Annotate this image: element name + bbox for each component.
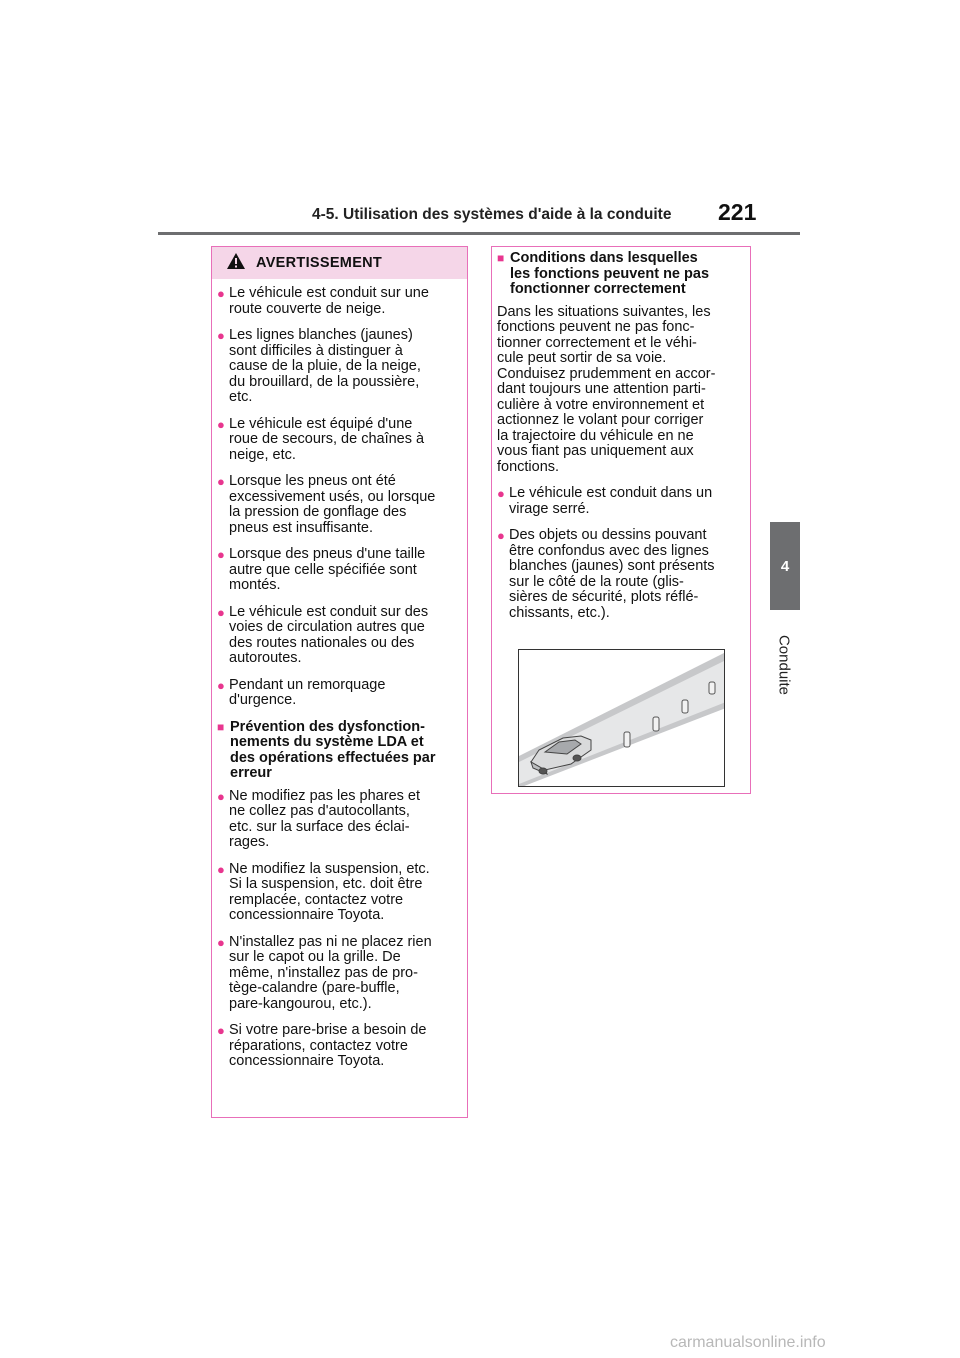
square-bullet-icon: ■ — [497, 251, 505, 265]
warning-title: AVERTISSEMENT — [256, 255, 383, 271]
car-on-road-with-posts-icon — [519, 650, 725, 787]
header-divider — [158, 232, 800, 235]
bullet-icon: ● — [217, 547, 225, 562]
road-illustration — [518, 649, 725, 787]
bullet-icon: ● — [217, 286, 225, 301]
intro-paragraph: Dans les situations suivantes, les fonctions peuvent ne pas fonc- tionner correctement et le véhi- cule peut sortir de sa voie. Conduisez prudemment en accor- dant toujours une attention parti- culière à votre environnement et actionnez le volant pour corriger la trajectoire du véhicule en ne vous fiant pas uniquement aux fonctions. — [497, 303, 716, 475]
list-item: ● Le véhicule est équipé d'une roue de secours, de chaînes à neige, etc. — [217, 415, 425, 463]
square-bullet-icon: ■ — [217, 719, 225, 734]
list-item: ● Le véhicule est conduit sur des voies de circulation autres que des routes nationales ou des autoroutes. — [217, 603, 429, 666]
list-item: ● Pendant un remorquage d'urgence. — [217, 676, 386, 708]
page-number: 221 — [718, 199, 757, 225]
bullet-icon: ● — [217, 677, 225, 693]
chapter-title: 4-5. Utilisation des systèmes d'aide à la conduite — [312, 206, 672, 223]
list-item: ● Les lignes blanches (jaunes) sont difficiles à distinguer à cause de la pluie, de la neige, du brouillard, de la poussière, etc. — [217, 327, 421, 405]
bullet-icon: ● — [217, 328, 225, 343]
warning-triangle-icon — [226, 252, 246, 275]
list-item: ● Si votre pare-brise a besoin de réparations, contactez votre concessionnaire Toyota. — [217, 1022, 427, 1069]
list-item: ● N'installez pas ni ne placez rien sur le capot ou la grille. De même, n'installez pas de pro- tège-calandre (pare-buffle, pare-kangourou, etc.). — [217, 933, 432, 1012]
chapter-tab-number: 4 — [780, 557, 790, 575]
bullet-icon: ● — [217, 788, 225, 804]
bullet-icon: ● — [217, 416, 225, 432]
chapter-tab — [770, 522, 800, 610]
chapter-tab-label: Conduite — [775, 634, 793, 696]
warning-body — [212, 279, 467, 1070]
bullet-icon: ● — [217, 1023, 225, 1038]
list-item: ● Ne modifiez pas les phares et ne collez pas d'autocollants, etc. sur la surface des éclai- rages. — [217, 787, 421, 850]
bullet-icon: ● — [217, 604, 225, 620]
list-item: ● Des objets ou dessins pouvant être confondus avec des lignes blanches (jaunes) sont présents sur le côté de la route (glis- sières de sécurité, plots réflé- chissants, etc.). — [497, 527, 715, 621]
section-heading: ■ Conditions dans lesquelles les fonctions peuvent ne pas fonctionner correctement — [497, 250, 710, 297]
bullet-icon: ● — [217, 474, 225, 489]
bullet-icon: ● — [497, 486, 505, 501]
list-item: ● Le véhicule est conduit dans un virage serré. — [497, 485, 713, 517]
bullet-icon: ● — [497, 528, 505, 543]
section-heading: ■ Prévention des dysfonction- nements du système LDA et des opérations effectuées par erreur — [217, 718, 436, 781]
list-item: ● Ne modifiez la suspension, etc. Si la suspension, etc. doit être remplacée, contactez votre concessionnaire Toyota. — [217, 860, 430, 923]
list-item: ● Le véhicule est conduit sur une route couverte de neige. — [217, 285, 429, 317]
bullet-icon: ● — [217, 861, 225, 877]
watermark: carmanualsonline.info — [670, 1334, 826, 1351]
bullet-icon: ● — [217, 934, 225, 950]
list-item: ● Lorsque des pneus d'une taille autre que celle spécifiée sont montés. — [217, 546, 426, 593]
list-item: ● Lorsque les pneus ont été excessivement usés, ou lorsque la pression de gonflage des pneus est insuffisante. — [217, 473, 436, 536]
warning-box — [211, 246, 468, 1118]
warning-header — [212, 247, 467, 279]
